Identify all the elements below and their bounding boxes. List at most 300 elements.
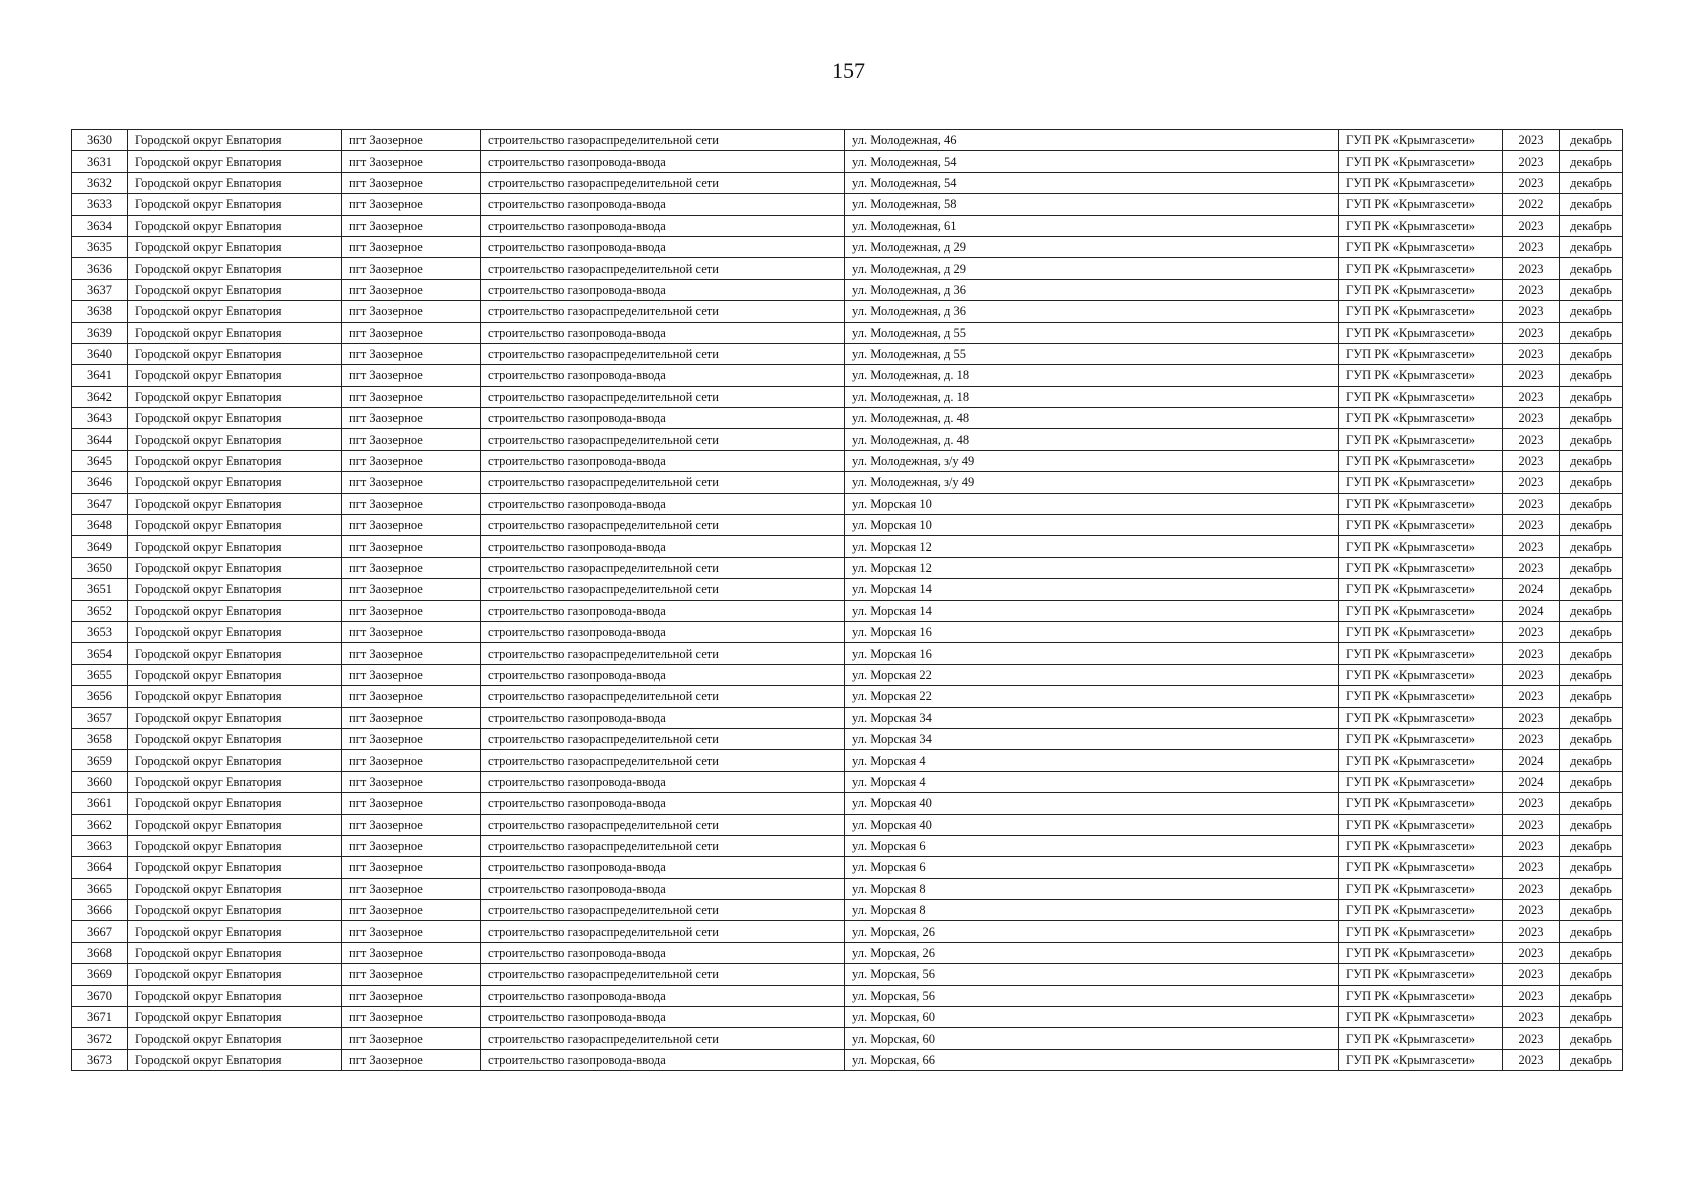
year-cell: 2023 (1503, 1007, 1560, 1028)
work-type-cell: строительство газораспределительной сети (481, 515, 845, 536)
year-cell: 2023 (1503, 322, 1560, 343)
work-type-cell: строительство газораспределительной сети (481, 472, 845, 493)
work-type-cell: строительство газопровода-ввода (481, 707, 845, 728)
district-cell: Городской округ Евпатория (128, 686, 342, 707)
organization-cell: ГУП РК «Крымгазсети» (1339, 964, 1503, 985)
district-cell: Городской округ Евпатория (128, 322, 342, 343)
work-type-cell: строительство газораспределительной сети (481, 130, 845, 151)
organization-cell: ГУП РК «Крымгазсети» (1339, 215, 1503, 236)
table-row (72, 386, 1623, 407)
organization-cell: ГУП РК «Крымгазсети» (1339, 814, 1503, 835)
settlement-cell: пгт Заозерное (342, 643, 481, 664)
organization-cell: ГУП РК «Крымгазсети» (1339, 130, 1503, 151)
row-number-cell: 3672 (72, 1028, 128, 1049)
table-row (72, 130, 1623, 151)
month-cell: декабрь (1560, 236, 1623, 257)
organization-cell: ГУП РК «Крымгазсети» (1339, 579, 1503, 600)
address-cell: ул. Морская 8 (845, 878, 1339, 899)
table-row (72, 450, 1623, 471)
district-cell: Городской округ Евпатория (128, 985, 342, 1006)
work-type-cell: строительство газопровода-ввода (481, 194, 845, 215)
year-cell: 2023 (1503, 493, 1560, 514)
table-row (72, 942, 1623, 963)
district-cell: Городской округ Евпатория (128, 258, 342, 279)
address-cell: ул. Морская, 60 (845, 1028, 1339, 1049)
year-cell: 2024 (1503, 750, 1560, 771)
settlement-cell: пгт Заозерное (342, 750, 481, 771)
address-cell: ул. Морская 10 (845, 515, 1339, 536)
row-number-cell: 3640 (72, 343, 128, 364)
month-cell: декабрь (1560, 707, 1623, 728)
address-cell: ул. Молодежная, д 29 (845, 258, 1339, 279)
settlement-cell: пгт Заозерное (342, 579, 481, 600)
year-cell: 2023 (1503, 964, 1560, 985)
year-cell: 2023 (1503, 515, 1560, 536)
table-row (72, 686, 1623, 707)
organization-cell: ГУП РК «Крымгазсети» (1339, 1007, 1503, 1028)
district-cell: Городской округ Евпатория (128, 1049, 342, 1070)
month-cell: декабрь (1560, 900, 1623, 921)
table-row (72, 728, 1623, 749)
organization-cell: ГУП РК «Крымгазсети» (1339, 151, 1503, 172)
row-number-cell: 3635 (72, 236, 128, 257)
year-cell: 2023 (1503, 215, 1560, 236)
row-number-cell: 3646 (72, 472, 128, 493)
year-cell: 2023 (1503, 151, 1560, 172)
table-row (72, 964, 1623, 985)
organization-cell: ГУП РК «Крымгазсети» (1339, 493, 1503, 514)
table-row (72, 771, 1623, 792)
month-cell: декабрь (1560, 493, 1623, 514)
month-cell: декабрь (1560, 771, 1623, 792)
table-row (72, 664, 1623, 685)
settlement-cell: пгт Заозерное (342, 194, 481, 215)
row-number-cell: 3642 (72, 386, 128, 407)
address-cell: ул. Морская 6 (845, 835, 1339, 856)
month-cell: декабрь (1560, 728, 1623, 749)
district-cell: Городской округ Евпатория (128, 365, 342, 386)
month-cell: декабрь (1560, 365, 1623, 386)
work-type-cell: строительство газораспределительной сети (481, 258, 845, 279)
table-row (72, 835, 1623, 856)
row-number-cell: 3633 (72, 194, 128, 215)
work-type-cell: строительство газопровода-ввода (481, 878, 845, 899)
settlement-cell: пгт Заозерное (342, 1049, 481, 1070)
month-cell: декабрь (1560, 151, 1623, 172)
address-cell: ул. Морская 34 (845, 728, 1339, 749)
work-type-cell: строительство газопровода-ввода (481, 408, 845, 429)
settlement-cell: пгт Заозерное (342, 664, 481, 685)
work-type-cell: строительство газораспределительной сети (481, 386, 845, 407)
district-cell: Городской округ Евпатория (128, 301, 342, 322)
settlement-cell: пгт Заозерное (342, 215, 481, 236)
district-cell: Городской округ Евпатория (128, 900, 342, 921)
row-number-cell: 3651 (72, 579, 128, 600)
organization-cell: ГУП РК «Крымгазсети» (1339, 621, 1503, 642)
district-cell: Городской округ Евпатория (128, 857, 342, 878)
address-cell: ул. Молодежная, д 55 (845, 322, 1339, 343)
work-type-cell: строительство газопровода-ввода (481, 793, 845, 814)
month-cell: декабрь (1560, 579, 1623, 600)
year-cell: 2023 (1503, 900, 1560, 921)
month-cell: декабрь (1560, 964, 1623, 985)
year-cell: 2023 (1503, 878, 1560, 899)
year-cell: 2023 (1503, 301, 1560, 322)
district-cell: Городской округ Евпатория (128, 814, 342, 835)
organization-cell: ГУП РК «Крымгазсети» (1339, 900, 1503, 921)
row-number-cell: 3648 (72, 515, 128, 536)
work-type-cell: строительство газораспределительной сети (481, 686, 845, 707)
row-number-cell: 3671 (72, 1007, 128, 1028)
month-cell: декабрь (1560, 194, 1623, 215)
table-row (72, 557, 1623, 578)
year-cell: 2024 (1503, 579, 1560, 600)
work-type-cell: строительство газораспределительной сети (481, 900, 845, 921)
settlement-cell: пгт Заозерное (342, 900, 481, 921)
year-cell: 2023 (1503, 130, 1560, 151)
address-cell: ул. Молодежная, 58 (845, 194, 1339, 215)
table-row (72, 985, 1623, 1006)
organization-cell: ГУП РК «Крымгазсети» (1339, 450, 1503, 471)
year-cell: 2023 (1503, 707, 1560, 728)
row-number-cell: 3665 (72, 878, 128, 899)
address-cell: ул. Морская 16 (845, 621, 1339, 642)
settlement-cell: пгт Заозерное (342, 450, 481, 471)
address-cell: ул. Морская 14 (845, 600, 1339, 621)
settlement-cell: пгт Заозерное (342, 365, 481, 386)
table-row (72, 322, 1623, 343)
address-cell: ул. Молодежная, д 36 (845, 301, 1339, 322)
settlement-cell: пгт Заозерное (342, 279, 481, 300)
settlement-cell: пгт Заозерное (342, 728, 481, 749)
organization-cell: ГУП РК «Крымгазсети» (1339, 1049, 1503, 1070)
settlement-cell: пгт Заозерное (342, 322, 481, 343)
address-cell: ул. Морская 40 (845, 814, 1339, 835)
row-number-cell: 3637 (72, 279, 128, 300)
address-cell: ул. Морская 12 (845, 557, 1339, 578)
settlement-cell: пгт Заозерное (342, 985, 481, 1006)
year-cell: 2024 (1503, 600, 1560, 621)
year-cell: 2023 (1503, 643, 1560, 664)
organization-cell: ГУП РК «Крымгазсети» (1339, 472, 1503, 493)
month-cell: декабрь (1560, 814, 1623, 835)
district-cell: Городской округ Евпатория (128, 771, 342, 792)
row-number-cell: 3636 (72, 258, 128, 279)
row-number-cell: 3649 (72, 536, 128, 557)
address-cell: ул. Молодежная, д. 18 (845, 386, 1339, 407)
row-number-cell: 3658 (72, 728, 128, 749)
year-cell: 2023 (1503, 472, 1560, 493)
work-type-cell: строительство газопровода-ввода (481, 985, 845, 1006)
district-cell: Городской округ Евпатория (128, 557, 342, 578)
district-cell: Городской округ Евпатория (128, 964, 342, 985)
month-cell: декабрь (1560, 515, 1623, 536)
settlement-cell: пгт Заозерное (342, 493, 481, 514)
address-cell: ул. Морская, 26 (845, 942, 1339, 963)
address-cell: ул. Молодежная, д. 18 (845, 365, 1339, 386)
settlement-cell: пгт Заозерное (342, 301, 481, 322)
row-number-cell: 3634 (72, 215, 128, 236)
organization-cell: ГУП РК «Крымгазсети» (1339, 322, 1503, 343)
month-cell: декабрь (1560, 878, 1623, 899)
address-cell: ул. Морская 16 (845, 643, 1339, 664)
work-type-cell: строительство газопровода-ввода (481, 1007, 845, 1028)
district-cell: Городской округ Евпатория (128, 515, 342, 536)
district-cell: Городской округ Евпатория (128, 793, 342, 814)
address-cell: ул. Морская, 66 (845, 1049, 1339, 1070)
settlement-cell: пгт Заозерное (342, 964, 481, 985)
month-cell: декабрь (1560, 536, 1623, 557)
year-cell: 2023 (1503, 686, 1560, 707)
settlement-cell: пгт Заозерное (342, 172, 481, 193)
work-type-cell: строительство газораспределительной сети (481, 301, 845, 322)
settlement-cell: пгт Заозерное (342, 942, 481, 963)
month-cell: декабрь (1560, 1007, 1623, 1028)
month-cell: декабрь (1560, 215, 1623, 236)
address-cell: ул. Морская 8 (845, 900, 1339, 921)
row-number-cell: 3661 (72, 793, 128, 814)
district-cell: Городской округ Евпатория (128, 728, 342, 749)
table-row (72, 878, 1623, 899)
organization-cell: ГУП РК «Крымгазсети» (1339, 536, 1503, 557)
row-number-cell: 3670 (72, 985, 128, 1006)
table-row (72, 921, 1623, 942)
table-row (72, 151, 1623, 172)
table-row (72, 408, 1623, 429)
settlement-cell: пгт Заозерное (342, 258, 481, 279)
table-row (72, 429, 1623, 450)
work-type-cell: строительство газопровода-ввода (481, 771, 845, 792)
organization-cell: ГУП РК «Крымгазсети» (1339, 343, 1503, 364)
organization-cell: ГУП РК «Крымгазсети» (1339, 921, 1503, 942)
month-cell: декабрь (1560, 472, 1623, 493)
address-cell: ул. Молодежная, 54 (845, 151, 1339, 172)
row-number-cell: 3631 (72, 151, 128, 172)
year-cell: 2023 (1503, 258, 1560, 279)
table-row (72, 621, 1623, 642)
table-row (72, 707, 1623, 728)
organization-cell: ГУП РК «Крымгазсети» (1339, 664, 1503, 685)
work-type-cell: строительство газопровода-ввода (481, 322, 845, 343)
settlement-cell: пгт Заозерное (342, 686, 481, 707)
table-row (72, 343, 1623, 364)
work-type-cell: строительство газопровода-ввода (481, 621, 845, 642)
year-cell: 2023 (1503, 557, 1560, 578)
row-number-cell: 3668 (72, 942, 128, 963)
row-number-cell: 3639 (72, 322, 128, 343)
district-cell: Городской округ Евпатория (128, 343, 342, 364)
month-cell: декабрь (1560, 429, 1623, 450)
district-cell: Городской округ Евпатория (128, 750, 342, 771)
row-number-cell: 3667 (72, 921, 128, 942)
settlement-cell: пгт Заозерное (342, 707, 481, 728)
year-cell: 2023 (1503, 942, 1560, 963)
table-row (72, 536, 1623, 557)
district-cell: Городской округ Евпатория (128, 408, 342, 429)
row-number-cell: 3657 (72, 707, 128, 728)
work-type-cell: строительство газопровода-ввода (481, 365, 845, 386)
work-type-cell: строительство газораспределительной сети (481, 750, 845, 771)
year-cell: 2023 (1503, 236, 1560, 257)
work-type-cell: строительство газораспределительной сети (481, 728, 845, 749)
month-cell: декабрь (1560, 921, 1623, 942)
row-number-cell: 3641 (72, 365, 128, 386)
address-cell: ул. Морская 4 (845, 771, 1339, 792)
work-type-cell: строительство газопровода-ввода (481, 536, 845, 557)
organization-cell: ГУП РК «Крымгазсети» (1339, 686, 1503, 707)
table-row (72, 493, 1623, 514)
address-cell: ул. Молодежная, з/у 49 (845, 450, 1339, 471)
address-cell: ул. Молодежная, д 29 (845, 236, 1339, 257)
table-row (72, 1049, 1623, 1070)
row-number-cell: 3645 (72, 450, 128, 471)
row-number-cell: 3673 (72, 1049, 128, 1070)
month-cell: декабрь (1560, 130, 1623, 151)
year-cell: 2023 (1503, 728, 1560, 749)
work-type-cell: строительство газопровода-ввода (481, 215, 845, 236)
district-cell: Городской округ Евпатория (128, 643, 342, 664)
year-cell: 2023 (1503, 408, 1560, 429)
address-cell: ул. Молодежная, д. 48 (845, 408, 1339, 429)
table-row (72, 301, 1623, 322)
work-type-cell: строительство газораспределительной сети (481, 814, 845, 835)
organization-cell: ГУП РК «Крымгазсети» (1339, 643, 1503, 664)
settlement-cell: пгт Заозерное (342, 600, 481, 621)
organization-cell: ГУП РК «Крымгазсети» (1339, 172, 1503, 193)
work-type-cell: строительство газораспределительной сети (481, 921, 845, 942)
address-cell: ул. Морская 4 (845, 750, 1339, 771)
month-cell: декабрь (1560, 557, 1623, 578)
organization-cell: ГУП РК «Крымгазсети» (1339, 728, 1503, 749)
table-row (72, 579, 1623, 600)
address-cell: ул. Молодежная, з/у 49 (845, 472, 1339, 493)
year-cell: 2023 (1503, 835, 1560, 856)
address-cell: ул. Морская 6 (845, 857, 1339, 878)
organization-cell: ГУП РК «Крымгазсети» (1339, 793, 1503, 814)
month-cell: декабрь (1560, 793, 1623, 814)
work-type-cell: строительство газопровода-ввода (481, 664, 845, 685)
row-number-cell: 3638 (72, 301, 128, 322)
work-type-cell: строительство газораспределительной сети (481, 172, 845, 193)
address-cell: ул. Морская, 60 (845, 1007, 1339, 1028)
address-cell: ул. Молодежная, 61 (845, 215, 1339, 236)
work-type-cell: строительство газопровода-ввода (481, 942, 845, 963)
settlement-cell: пгт Заозерное (342, 343, 481, 364)
gasification-table (71, 129, 1623, 1071)
table-body (72, 130, 1623, 1071)
address-cell: ул. Молодежная, д 36 (845, 279, 1339, 300)
organization-cell: ГУП РК «Крымгазсети» (1339, 600, 1503, 621)
table-row (72, 194, 1623, 215)
month-cell: декабрь (1560, 686, 1623, 707)
table-row (72, 279, 1623, 300)
organization-cell: ГУП РК «Крымгазсети» (1339, 279, 1503, 300)
year-cell: 2023 (1503, 985, 1560, 1006)
month-cell: декабрь (1560, 857, 1623, 878)
organization-cell: ГУП РК «Крымгазсети» (1339, 878, 1503, 899)
district-cell: Городской округ Евпатория (128, 664, 342, 685)
settlement-cell: пгт Заозерное (342, 429, 481, 450)
address-cell: ул. Морская 10 (845, 493, 1339, 514)
month-cell: декабрь (1560, 600, 1623, 621)
work-type-cell: строительство газораспределительной сети (481, 964, 845, 985)
year-cell: 2023 (1503, 1028, 1560, 1049)
row-number-cell: 3652 (72, 600, 128, 621)
work-type-cell: строительство газопровода-ввода (481, 600, 845, 621)
settlement-cell: пгт Заозерное (342, 835, 481, 856)
year-cell: 2023 (1503, 365, 1560, 386)
table-row (72, 600, 1623, 621)
table-row (72, 793, 1623, 814)
address-cell: ул. Морская 12 (845, 536, 1339, 557)
settlement-cell: пгт Заозерное (342, 472, 481, 493)
organization-cell: ГУП РК «Крымгазсети» (1339, 707, 1503, 728)
work-type-cell: строительство газораспределительной сети (481, 579, 845, 600)
settlement-cell: пгт Заозерное (342, 814, 481, 835)
table-row (72, 215, 1623, 236)
year-cell: 2023 (1503, 814, 1560, 835)
settlement-cell: пгт Заозерное (342, 878, 481, 899)
row-number-cell: 3632 (72, 172, 128, 193)
row-number-cell: 3655 (72, 664, 128, 685)
work-type-cell: строительство газораспределительной сети (481, 429, 845, 450)
year-cell: 2023 (1503, 536, 1560, 557)
address-cell: ул. Морская, 56 (845, 964, 1339, 985)
table-row (72, 258, 1623, 279)
work-type-cell: строительство газораспределительной сети (481, 1028, 845, 1049)
district-cell: Городской округ Евпатория (128, 172, 342, 193)
district-cell: Городской округ Евпатория (128, 707, 342, 728)
district-cell: Городской округ Евпатория (128, 236, 342, 257)
organization-cell: ГУП РК «Крымгазсети» (1339, 386, 1503, 407)
address-cell: ул. Морская 14 (845, 579, 1339, 600)
month-cell: декабрь (1560, 301, 1623, 322)
district-cell: Городской округ Евпатория (128, 536, 342, 557)
settlement-cell: пгт Заозерное (342, 130, 481, 151)
year-cell: 2023 (1503, 857, 1560, 878)
table-row (72, 900, 1623, 921)
address-cell: ул. Молодежная, д 55 (845, 343, 1339, 364)
year-cell: 2023 (1503, 450, 1560, 471)
district-cell: Городской округ Евпатория (128, 921, 342, 942)
district-cell: Городской округ Евпатория (128, 621, 342, 642)
row-number-cell: 3630 (72, 130, 128, 151)
year-cell: 2023 (1503, 793, 1560, 814)
district-cell: Городской округ Евпатория (128, 386, 342, 407)
district-cell: Городской округ Евпатория (128, 215, 342, 236)
row-number-cell: 3663 (72, 835, 128, 856)
year-cell: 2024 (1503, 771, 1560, 792)
row-number-cell: 3664 (72, 857, 128, 878)
table-row (72, 472, 1623, 493)
organization-cell: ГУП РК «Крымгазсети» (1339, 557, 1503, 578)
organization-cell: ГУП РК «Крымгазсети» (1339, 408, 1503, 429)
row-number-cell: 3653 (72, 621, 128, 642)
year-cell: 2023 (1503, 386, 1560, 407)
year-cell: 2023 (1503, 921, 1560, 942)
settlement-cell: пгт Заозерное (342, 408, 481, 429)
settlement-cell: пгт Заозерное (342, 151, 481, 172)
district-cell: Городской округ Евпатория (128, 194, 342, 215)
organization-cell: ГУП РК «Крымгазсети» (1339, 857, 1503, 878)
settlement-cell: пгт Заозерное (342, 557, 481, 578)
district-cell: Городской округ Евпатория (128, 1028, 342, 1049)
table-row (72, 172, 1623, 193)
year-cell: 2022 (1503, 194, 1560, 215)
table-row (72, 857, 1623, 878)
organization-cell: ГУП РК «Крымгазсети» (1339, 194, 1503, 215)
table-row (72, 365, 1623, 386)
